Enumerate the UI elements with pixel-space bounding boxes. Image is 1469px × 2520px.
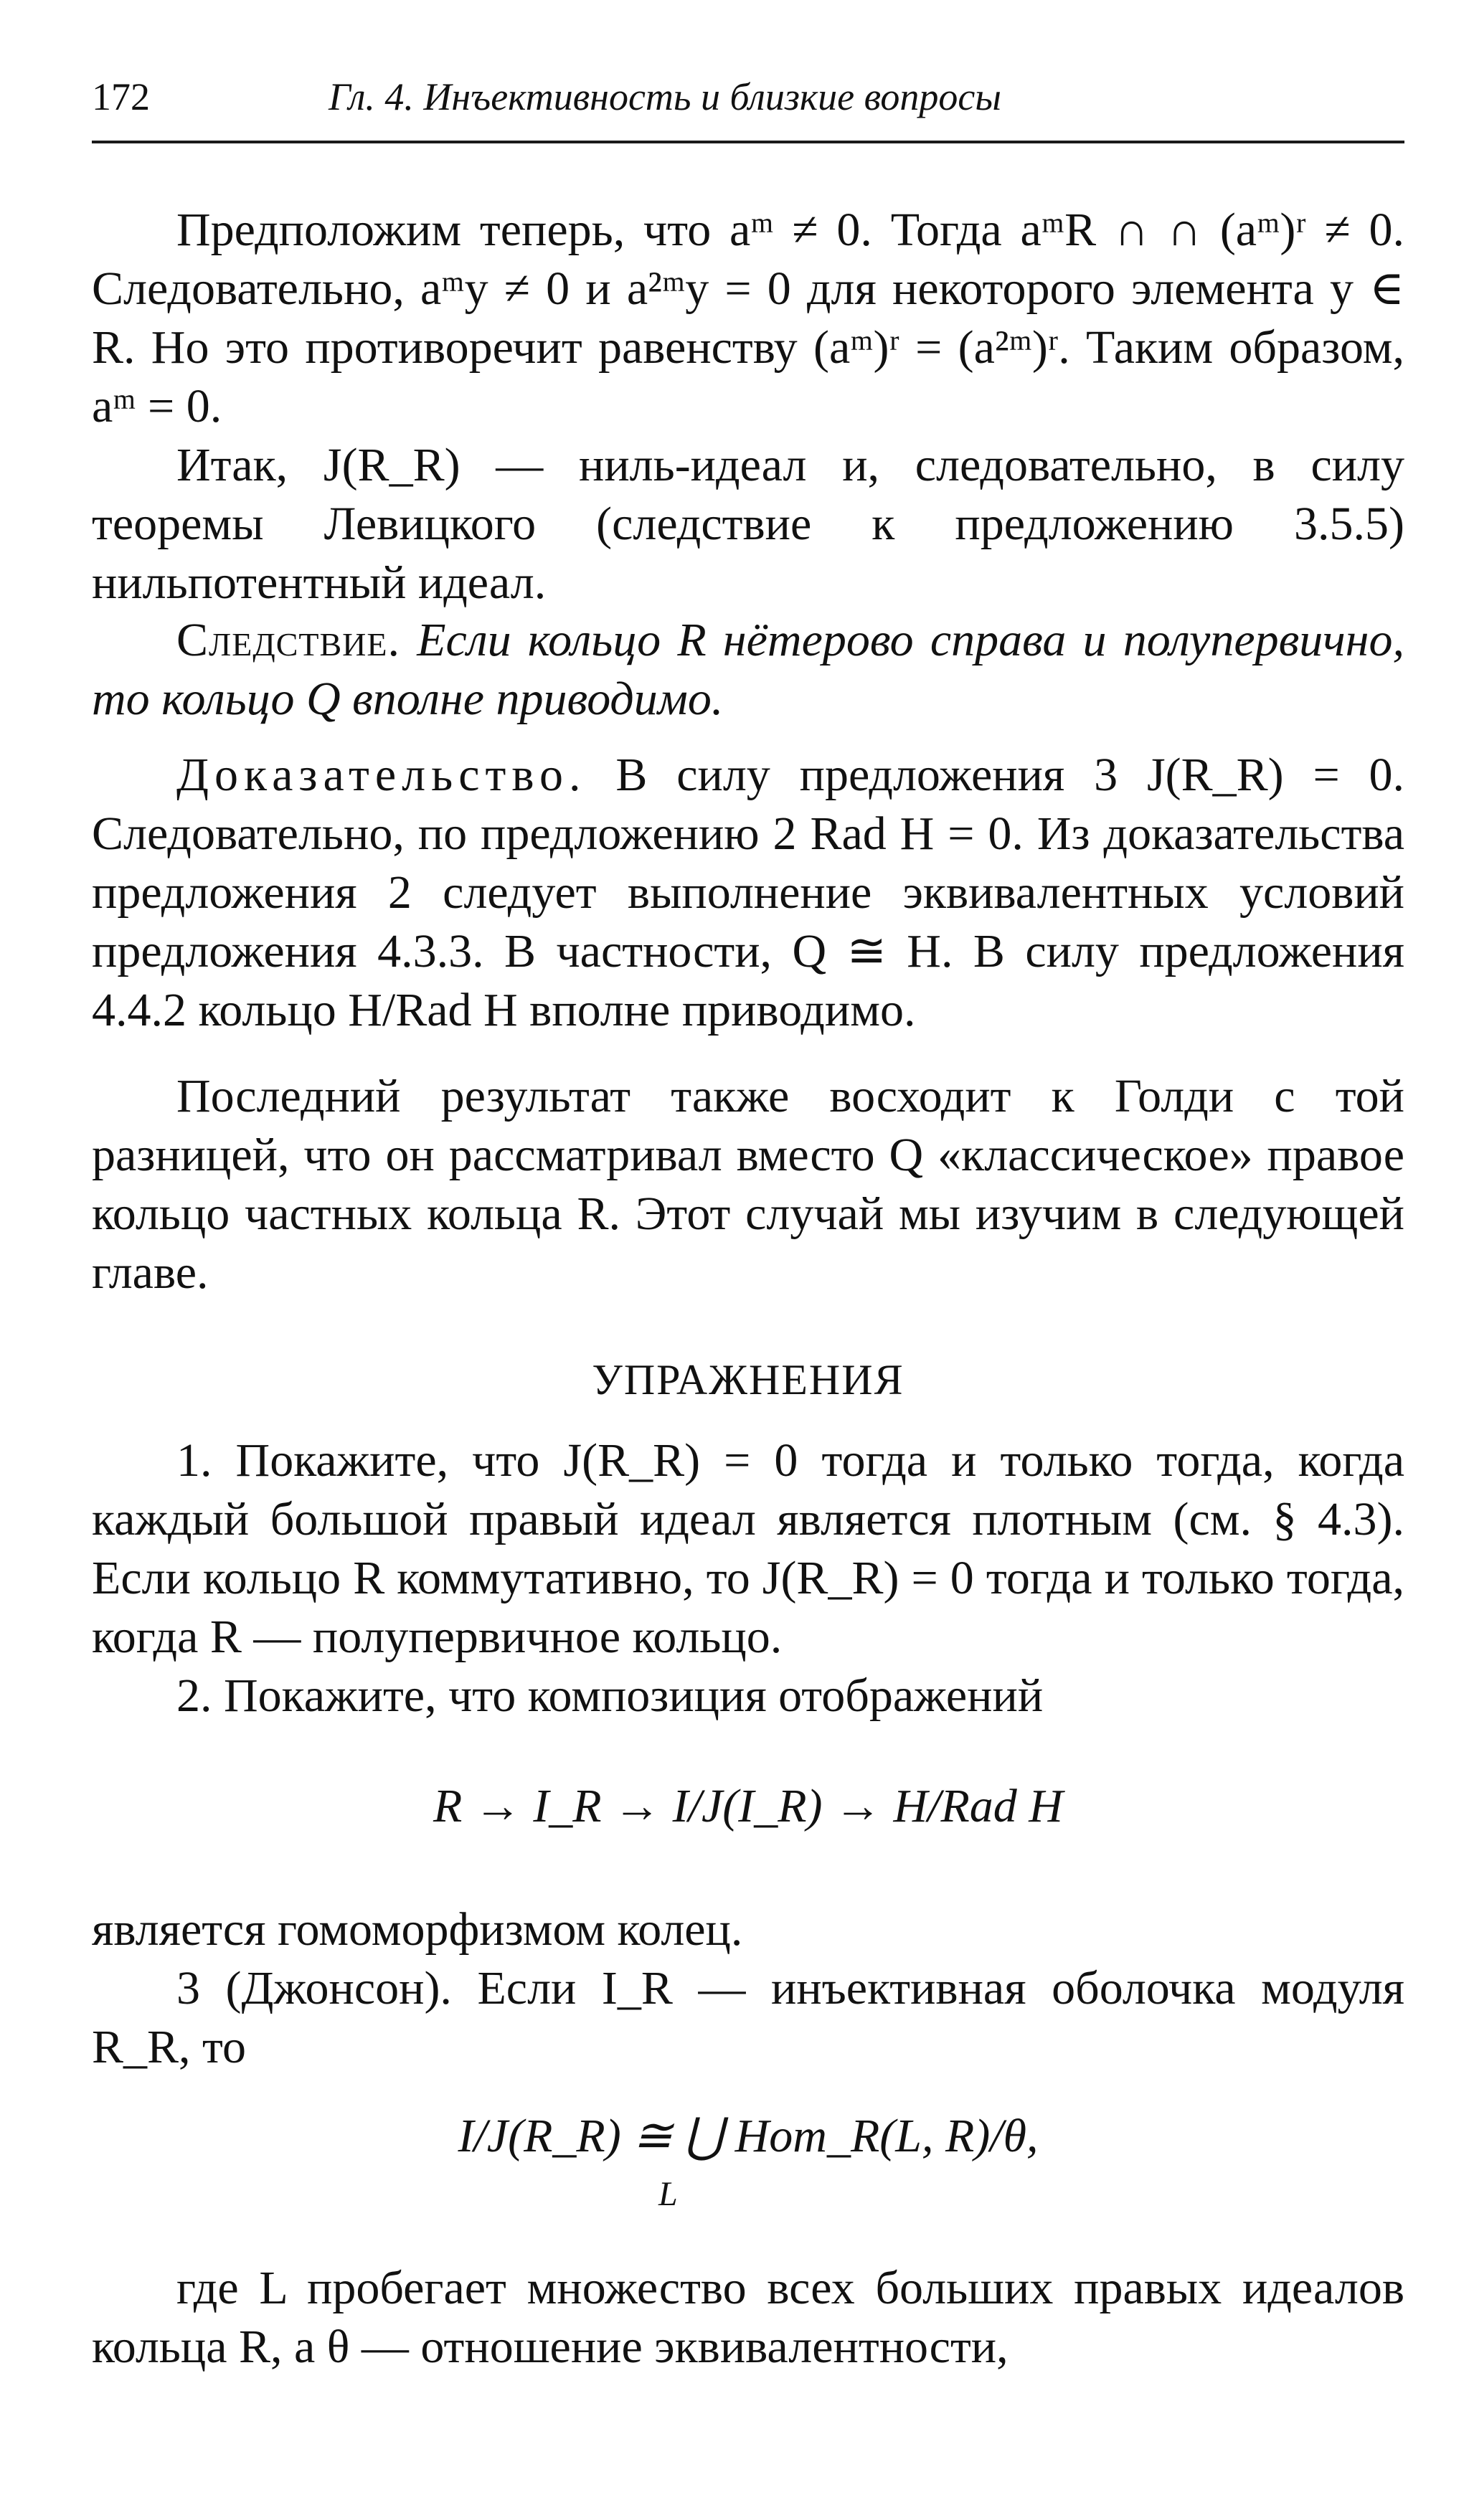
exercise-2-continuation: является гомоморфизмом колец. (92, 1903, 743, 1956)
proof-text: В силу предложения 3 J(R_R) = 0. Следовательно, по предложению 2 Rad H = 0. Из доказательства предложения 2 следует выполнение эквивалентных условий предложения 4.3.3. В частности, Q ≅ H. В силу предложения 4.4.2 кольцо H/Rad H вполне приводимо. (92, 749, 1405, 1036)
exercise-1: 1. Покажите, что J(R_R) = 0 тогда и только тогда, когда каждый большой правый идеал является плотным (см. § 4.3). Если кольцо R коммутативно, то J(R_R) = 0 тогда и только тогда, когда R — полупервичное кольцо. (92, 1434, 1404, 1663)
proof-label: Доказательство. (176, 749, 587, 801)
corollary (92, 611, 1404, 729)
page-header (92, 69, 1404, 141)
corollary-label: Следствие. (176, 614, 400, 666)
corollary-text: Если кольцо R нётерово справа и полупервично, то кольцо Q вполне приводимо. (92, 614, 1404, 725)
paragraph-goldie: Последний результат также восходит к Голди с той разницей, что он рассматривал вместо Q «классическое» правое кольцо частных кольца R. Этот случай мы изучим в следующей главе. (92, 1070, 1404, 1299)
formula-composition: R → I_R → I/J(I_R) → H/Rad H (433, 1780, 1063, 1832)
exercises-title: УПРАЖНЕНИЯ (592, 1356, 904, 1403)
paragraph-nil-ideal: Итак, J(R_R) — ниль-идеал и, следовательно, в силу теоремы Левицкого (следствие к предложению 3.5.5) нильпотентный идеал. (92, 439, 1404, 609)
exercise-3-continuation: где L пробегает множество всех больших правых идеалов кольца R, а θ — отношение эквивалентности, (92, 2262, 1404, 2373)
formula-johnson: I/J(R_R) ≅ ⋃ Hom_R(L, R)/θ, (458, 2110, 1039, 2162)
page-number: 172 (92, 75, 150, 118)
proof (92, 746, 1404, 1040)
running-head: Гл. 4. Инъективность и близкие вопросы (329, 75, 1001, 118)
formula-union-subscript: L (658, 2175, 678, 2213)
paragraph-proof-end: Предположим теперь, что aᵐ ≠ 0. Тогда aᵐR ∩ ∩ (aᵐ)ʳ ≠ 0. Следовательно, aᵐy ≠ 0 и a²ᵐy = 0 для некоторого элемента y ∈ R. Но это противоречит равенству (aᵐ)ʳ = (a²ᵐ)ʳ. Таким образом, aᵐ = 0. (92, 204, 1404, 432)
exercise-3: 3 (Джонсон). Если I_R — инъективная оболочка модуля R_R, то (92, 1962, 1404, 2073)
exercise-2: 2. Покажите, что композиция отображений (176, 1669, 1044, 1722)
header-rule (92, 141, 1404, 143)
